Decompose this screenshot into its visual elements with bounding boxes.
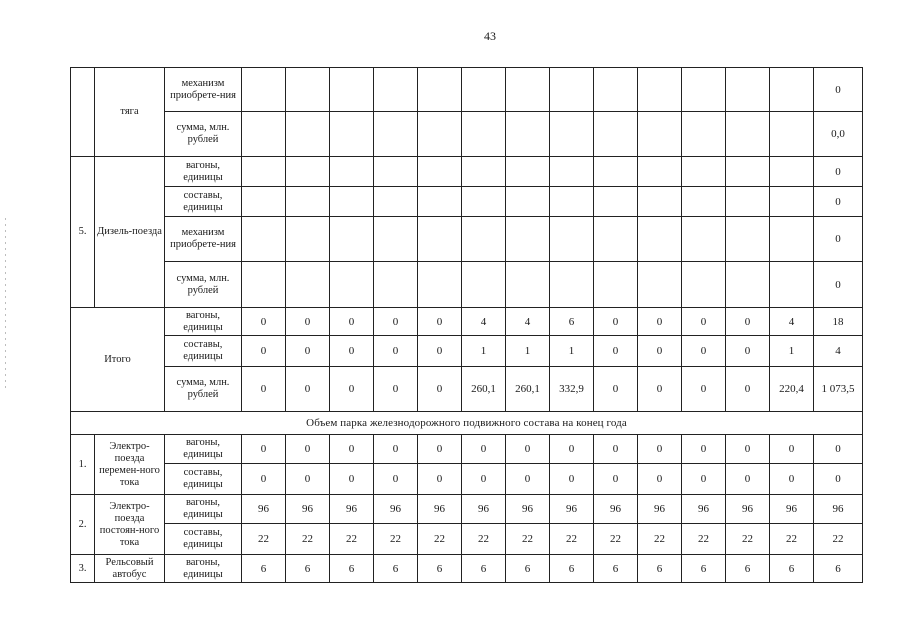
value-cell: 6 xyxy=(418,555,462,583)
vehicle-type-cell: Электро-поезда перемен-ного тока xyxy=(95,435,165,495)
value-cell xyxy=(418,187,462,217)
value-cell xyxy=(330,68,374,112)
metric-cell: составы, единицы xyxy=(165,336,242,367)
value-cell: 0 xyxy=(418,464,462,495)
value-cell: 0 xyxy=(814,68,863,112)
value-cell: 0 xyxy=(286,464,330,495)
value-cell: 0 xyxy=(726,435,770,464)
table-row xyxy=(71,262,863,308)
value-cell xyxy=(242,262,286,308)
metric-cell: механизм приобрете-ния xyxy=(165,68,242,112)
value-cell: 0 xyxy=(242,336,286,367)
value-cell: 6 xyxy=(374,555,418,583)
metric-cell: вагоны, единицы xyxy=(165,495,242,524)
value-cell: 0 xyxy=(682,367,726,412)
value-cell xyxy=(374,217,418,262)
value-cell: 1 xyxy=(462,336,506,367)
value-cell: 6 xyxy=(462,555,506,583)
value-cell: 0 xyxy=(418,308,462,336)
value-cell xyxy=(286,157,330,187)
value-cell: 4 xyxy=(770,308,814,336)
value-cell xyxy=(550,112,594,157)
value-cell xyxy=(682,157,726,187)
value-cell: 22 xyxy=(726,524,770,555)
value-cell: 0 xyxy=(374,336,418,367)
value-cell: 0 xyxy=(286,367,330,412)
value-cell xyxy=(418,68,462,112)
value-cell: 6 xyxy=(814,555,863,583)
value-cell: 0 xyxy=(726,336,770,367)
value-cell: 0 xyxy=(286,336,330,367)
value-cell: 96 xyxy=(814,495,863,524)
value-cell xyxy=(550,262,594,308)
metric-cell: сумма, млн. рублей xyxy=(165,112,242,157)
value-cell: 0 xyxy=(814,464,863,495)
table-body xyxy=(71,68,863,583)
value-cell: 6 xyxy=(330,555,374,583)
value-cell: 0 xyxy=(726,367,770,412)
value-cell: 260,1 xyxy=(462,367,506,412)
value-cell: 22 xyxy=(462,524,506,555)
value-cell: 0 xyxy=(814,435,863,464)
value-cell xyxy=(286,68,330,112)
value-cell xyxy=(638,187,682,217)
table-row xyxy=(71,495,863,524)
value-cell xyxy=(638,262,682,308)
rolling-stock-table xyxy=(70,67,863,583)
value-cell: 0 xyxy=(330,367,374,412)
value-cell xyxy=(286,112,330,157)
value-cell xyxy=(770,68,814,112)
value-cell xyxy=(550,217,594,262)
value-cell: 96 xyxy=(418,495,462,524)
value-cell xyxy=(770,157,814,187)
value-cell xyxy=(418,112,462,157)
value-cell xyxy=(374,157,418,187)
value-cell xyxy=(506,262,550,308)
value-cell: 0 xyxy=(682,435,726,464)
value-cell xyxy=(330,112,374,157)
value-cell: 0 xyxy=(374,308,418,336)
row-number-cell: 2. xyxy=(71,495,95,555)
value-cell: 260,1 xyxy=(506,367,550,412)
value-cell xyxy=(594,262,638,308)
value-cell: 96 xyxy=(330,495,374,524)
value-cell: 4 xyxy=(462,308,506,336)
value-cell: 0 xyxy=(638,336,682,367)
value-cell: 22 xyxy=(374,524,418,555)
value-cell xyxy=(462,187,506,217)
value-cell: 0 xyxy=(330,308,374,336)
value-cell xyxy=(638,112,682,157)
value-cell: 0 xyxy=(418,367,462,412)
value-cell xyxy=(506,157,550,187)
metric-cell: сумма, млн. рублей xyxy=(165,367,242,412)
value-cell xyxy=(374,187,418,217)
value-cell xyxy=(594,217,638,262)
value-cell: 0 xyxy=(814,187,863,217)
page-number: 43 xyxy=(484,29,496,43)
value-cell: 6 xyxy=(550,555,594,583)
value-cell xyxy=(506,112,550,157)
value-cell xyxy=(418,262,462,308)
value-cell: 6 xyxy=(594,555,638,583)
value-cell: 96 xyxy=(770,495,814,524)
value-cell: 22 xyxy=(594,524,638,555)
value-cell xyxy=(726,68,770,112)
metric-cell: составы, единицы xyxy=(165,524,242,555)
value-cell: 0 xyxy=(594,336,638,367)
value-cell: 0 xyxy=(418,435,462,464)
value-cell xyxy=(594,68,638,112)
value-cell: 0 xyxy=(594,435,638,464)
vehicle-type-cell: Рельсовый автобус xyxy=(95,555,165,583)
value-cell: 0 xyxy=(594,367,638,412)
table-row xyxy=(71,157,863,187)
value-cell: 96 xyxy=(638,495,682,524)
value-cell: 96 xyxy=(286,495,330,524)
value-cell: 96 xyxy=(594,495,638,524)
value-cell xyxy=(330,157,374,187)
value-cell: 0 xyxy=(682,336,726,367)
table-row xyxy=(71,435,863,464)
value-cell: 96 xyxy=(506,495,550,524)
table-row xyxy=(71,367,863,412)
row-number-cell: 1. xyxy=(71,435,95,495)
value-cell xyxy=(242,68,286,112)
value-cell xyxy=(770,112,814,157)
value-cell xyxy=(330,262,374,308)
value-cell: 0 xyxy=(286,308,330,336)
table-row xyxy=(71,555,863,583)
value-cell: 220,4 xyxy=(770,367,814,412)
value-cell: 22 xyxy=(506,524,550,555)
value-cell: 6 xyxy=(770,555,814,583)
value-cell xyxy=(550,68,594,112)
value-cell xyxy=(770,217,814,262)
table-row xyxy=(71,524,863,555)
value-cell xyxy=(462,217,506,262)
value-cell: 96 xyxy=(550,495,594,524)
value-cell xyxy=(242,187,286,217)
value-cell: 0 xyxy=(242,464,286,495)
value-cell: 6 xyxy=(726,555,770,583)
metric-cell: составы, единицы xyxy=(165,187,242,217)
value-cell: 4 xyxy=(814,336,863,367)
vehicle-type-cell: Электро-поезда постоян-ного тока xyxy=(95,495,165,555)
value-cell xyxy=(726,157,770,187)
value-cell: 96 xyxy=(682,495,726,524)
value-cell: 0 xyxy=(594,308,638,336)
value-cell: 0 xyxy=(726,308,770,336)
table-row xyxy=(71,336,863,367)
value-cell xyxy=(682,187,726,217)
value-cell xyxy=(506,68,550,112)
value-cell: 0 xyxy=(242,435,286,464)
value-cell xyxy=(638,68,682,112)
value-cell: 0 xyxy=(418,336,462,367)
value-cell: 96 xyxy=(374,495,418,524)
value-cell: 6 xyxy=(638,555,682,583)
row-number-cell xyxy=(71,68,95,157)
value-cell: 6 xyxy=(242,555,286,583)
value-cell xyxy=(726,112,770,157)
value-cell: 0 xyxy=(506,435,550,464)
value-cell: 6 xyxy=(286,555,330,583)
value-cell: 0 xyxy=(770,435,814,464)
value-cell xyxy=(682,262,726,308)
value-cell: 0 xyxy=(638,367,682,412)
value-cell xyxy=(550,187,594,217)
value-cell: 1 xyxy=(550,336,594,367)
value-cell: 0 xyxy=(506,464,550,495)
value-cell: 0 xyxy=(330,464,374,495)
value-cell: 0 xyxy=(814,217,863,262)
value-cell: 18 xyxy=(814,308,863,336)
metric-cell: составы, единицы xyxy=(165,464,242,495)
value-cell: 0 xyxy=(682,464,726,495)
value-cell xyxy=(594,187,638,217)
value-cell: 6 xyxy=(506,555,550,583)
value-cell: 0 xyxy=(550,464,594,495)
value-cell: 1 xyxy=(506,336,550,367)
value-cell xyxy=(462,112,506,157)
value-cell xyxy=(638,157,682,187)
value-cell xyxy=(726,187,770,217)
value-cell xyxy=(506,187,550,217)
table-row xyxy=(71,187,863,217)
value-cell: 0 xyxy=(638,308,682,336)
value-cell xyxy=(638,217,682,262)
value-cell xyxy=(462,262,506,308)
value-cell: 1 073,5 xyxy=(814,367,863,412)
value-cell: 0 xyxy=(374,367,418,412)
value-cell: 22 xyxy=(770,524,814,555)
value-cell xyxy=(462,68,506,112)
value-cell xyxy=(374,112,418,157)
value-cell: 332,9 xyxy=(550,367,594,412)
value-cell: 96 xyxy=(242,495,286,524)
metric-cell: сумма, млн. рублей xyxy=(165,262,242,308)
value-cell xyxy=(594,157,638,187)
section-row xyxy=(71,412,863,435)
value-cell xyxy=(418,217,462,262)
value-cell: 96 xyxy=(462,495,506,524)
value-cell: 22 xyxy=(418,524,462,555)
value-cell xyxy=(374,68,418,112)
value-cell xyxy=(374,262,418,308)
value-cell xyxy=(770,262,814,308)
vehicle-type-cell: тяга xyxy=(95,68,165,157)
value-cell: 22 xyxy=(330,524,374,555)
value-cell xyxy=(550,157,594,187)
value-cell xyxy=(242,157,286,187)
value-cell: 0 xyxy=(462,464,506,495)
metric-cell: вагоны, единицы xyxy=(165,555,242,583)
value-cell: 0 xyxy=(462,435,506,464)
table-row xyxy=(71,112,863,157)
value-cell xyxy=(286,262,330,308)
value-cell: 0 xyxy=(330,336,374,367)
value-cell: 22 xyxy=(682,524,726,555)
table-row xyxy=(71,464,863,495)
value-cell xyxy=(726,262,770,308)
value-cell: 0 xyxy=(550,435,594,464)
row-number-cell: 5. xyxy=(71,157,95,308)
metric-cell: вагоны, единицы xyxy=(165,157,242,187)
value-cell: 22 xyxy=(242,524,286,555)
value-cell xyxy=(594,112,638,157)
value-cell xyxy=(682,68,726,112)
value-cell xyxy=(286,217,330,262)
value-cell: 0 xyxy=(242,308,286,336)
value-cell xyxy=(330,217,374,262)
value-cell xyxy=(286,187,330,217)
row-number-cell: 3. xyxy=(71,555,95,583)
value-cell xyxy=(418,157,462,187)
value-cell: 6 xyxy=(682,555,726,583)
value-cell: 0 xyxy=(770,464,814,495)
scan-margin-mark xyxy=(5,218,6,388)
value-cell: 0 xyxy=(726,464,770,495)
value-cell xyxy=(242,217,286,262)
value-cell xyxy=(770,187,814,217)
value-cell: 22 xyxy=(814,524,863,555)
vehicle-type-cell: Дизель-поезда xyxy=(95,157,165,308)
value-cell xyxy=(462,157,506,187)
metric-cell: вагоны, единицы xyxy=(165,308,242,336)
value-cell xyxy=(242,112,286,157)
value-cell: 22 xyxy=(550,524,594,555)
section-title: Объем парка железнодорожного подвижного состава на конец года xyxy=(71,412,863,435)
value-cell: 0 xyxy=(814,262,863,308)
value-cell: 0 xyxy=(374,464,418,495)
value-cell xyxy=(330,187,374,217)
value-cell: 0 xyxy=(814,157,863,187)
value-cell: 0 xyxy=(330,435,374,464)
value-cell: 6 xyxy=(550,308,594,336)
metric-cell: вагоны, единицы xyxy=(165,435,242,464)
value-cell: 96 xyxy=(726,495,770,524)
value-cell: 0,0 xyxy=(814,112,863,157)
value-cell xyxy=(506,217,550,262)
value-cell: 0 xyxy=(682,308,726,336)
value-cell: 1 xyxy=(770,336,814,367)
value-cell: 0 xyxy=(638,464,682,495)
total-label-cell: Итого xyxy=(71,308,165,412)
value-cell xyxy=(682,217,726,262)
value-cell: 0 xyxy=(638,435,682,464)
value-cell: 0 xyxy=(286,435,330,464)
table-row xyxy=(71,68,863,112)
table-row xyxy=(71,308,863,336)
value-cell: 22 xyxy=(638,524,682,555)
table-row xyxy=(71,217,863,262)
value-cell: 0 xyxy=(374,435,418,464)
value-cell: 22 xyxy=(286,524,330,555)
value-cell: 0 xyxy=(594,464,638,495)
value-cell: 0 xyxy=(242,367,286,412)
value-cell: 4 xyxy=(506,308,550,336)
value-cell xyxy=(682,112,726,157)
value-cell xyxy=(726,217,770,262)
metric-cell: механизм приобрете-ния xyxy=(165,217,242,262)
